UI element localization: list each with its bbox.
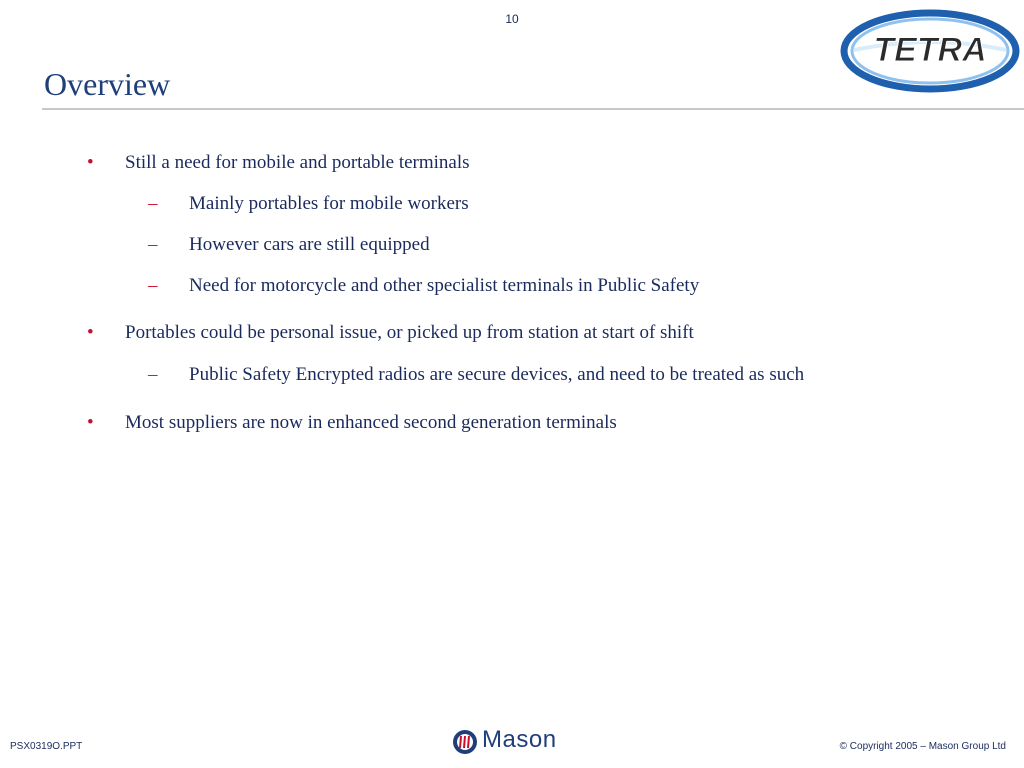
- mason-emblem-icon: [452, 729, 478, 755]
- bullet-item: Still a need for mobile and portable terminals: [125, 152, 470, 173]
- logo-text: TETRA: [873, 31, 987, 69]
- dash-marker: –: [148, 275, 158, 296]
- sub-item: Need for motorcycle and other specialist terminals in Public Safety: [189, 275, 700, 296]
- sub-item: Mainly portables for mobile workers: [189, 193, 469, 214]
- page-number: 10: [505, 12, 519, 26]
- dash-marker: –: [148, 193, 158, 214]
- page-title: Overview: [44, 66, 171, 102]
- dash-marker: –: [148, 234, 158, 255]
- mason-logo: [452, 726, 572, 758]
- bullet-marker: •: [87, 152, 94, 173]
- tetra-logo: [840, 6, 1020, 96]
- bullet-marker: •: [87, 322, 94, 343]
- bullet-item: Portables could be personal issue, or picked up from station at start of shift: [125, 322, 694, 343]
- footer-file-name: PSX0319O.PPT: [10, 741, 83, 752]
- bullet-marker: •: [87, 412, 94, 433]
- footer-copyright: © Copyright 2005 – Mason Group Ltd: [839, 741, 1006, 752]
- dash-marker: –: [148, 364, 158, 385]
- sub-item: Public Safety Encrypted radios are secure devices, and need to be treated as such: [189, 364, 805, 385]
- sub-item: However cars are still equipped: [189, 234, 430, 255]
- title-divider: [42, 108, 1024, 110]
- bullet-item: Most suppliers are now in enhanced second generation terminals: [125, 412, 617, 433]
- mason-wordmark: Mason: [482, 726, 557, 753]
